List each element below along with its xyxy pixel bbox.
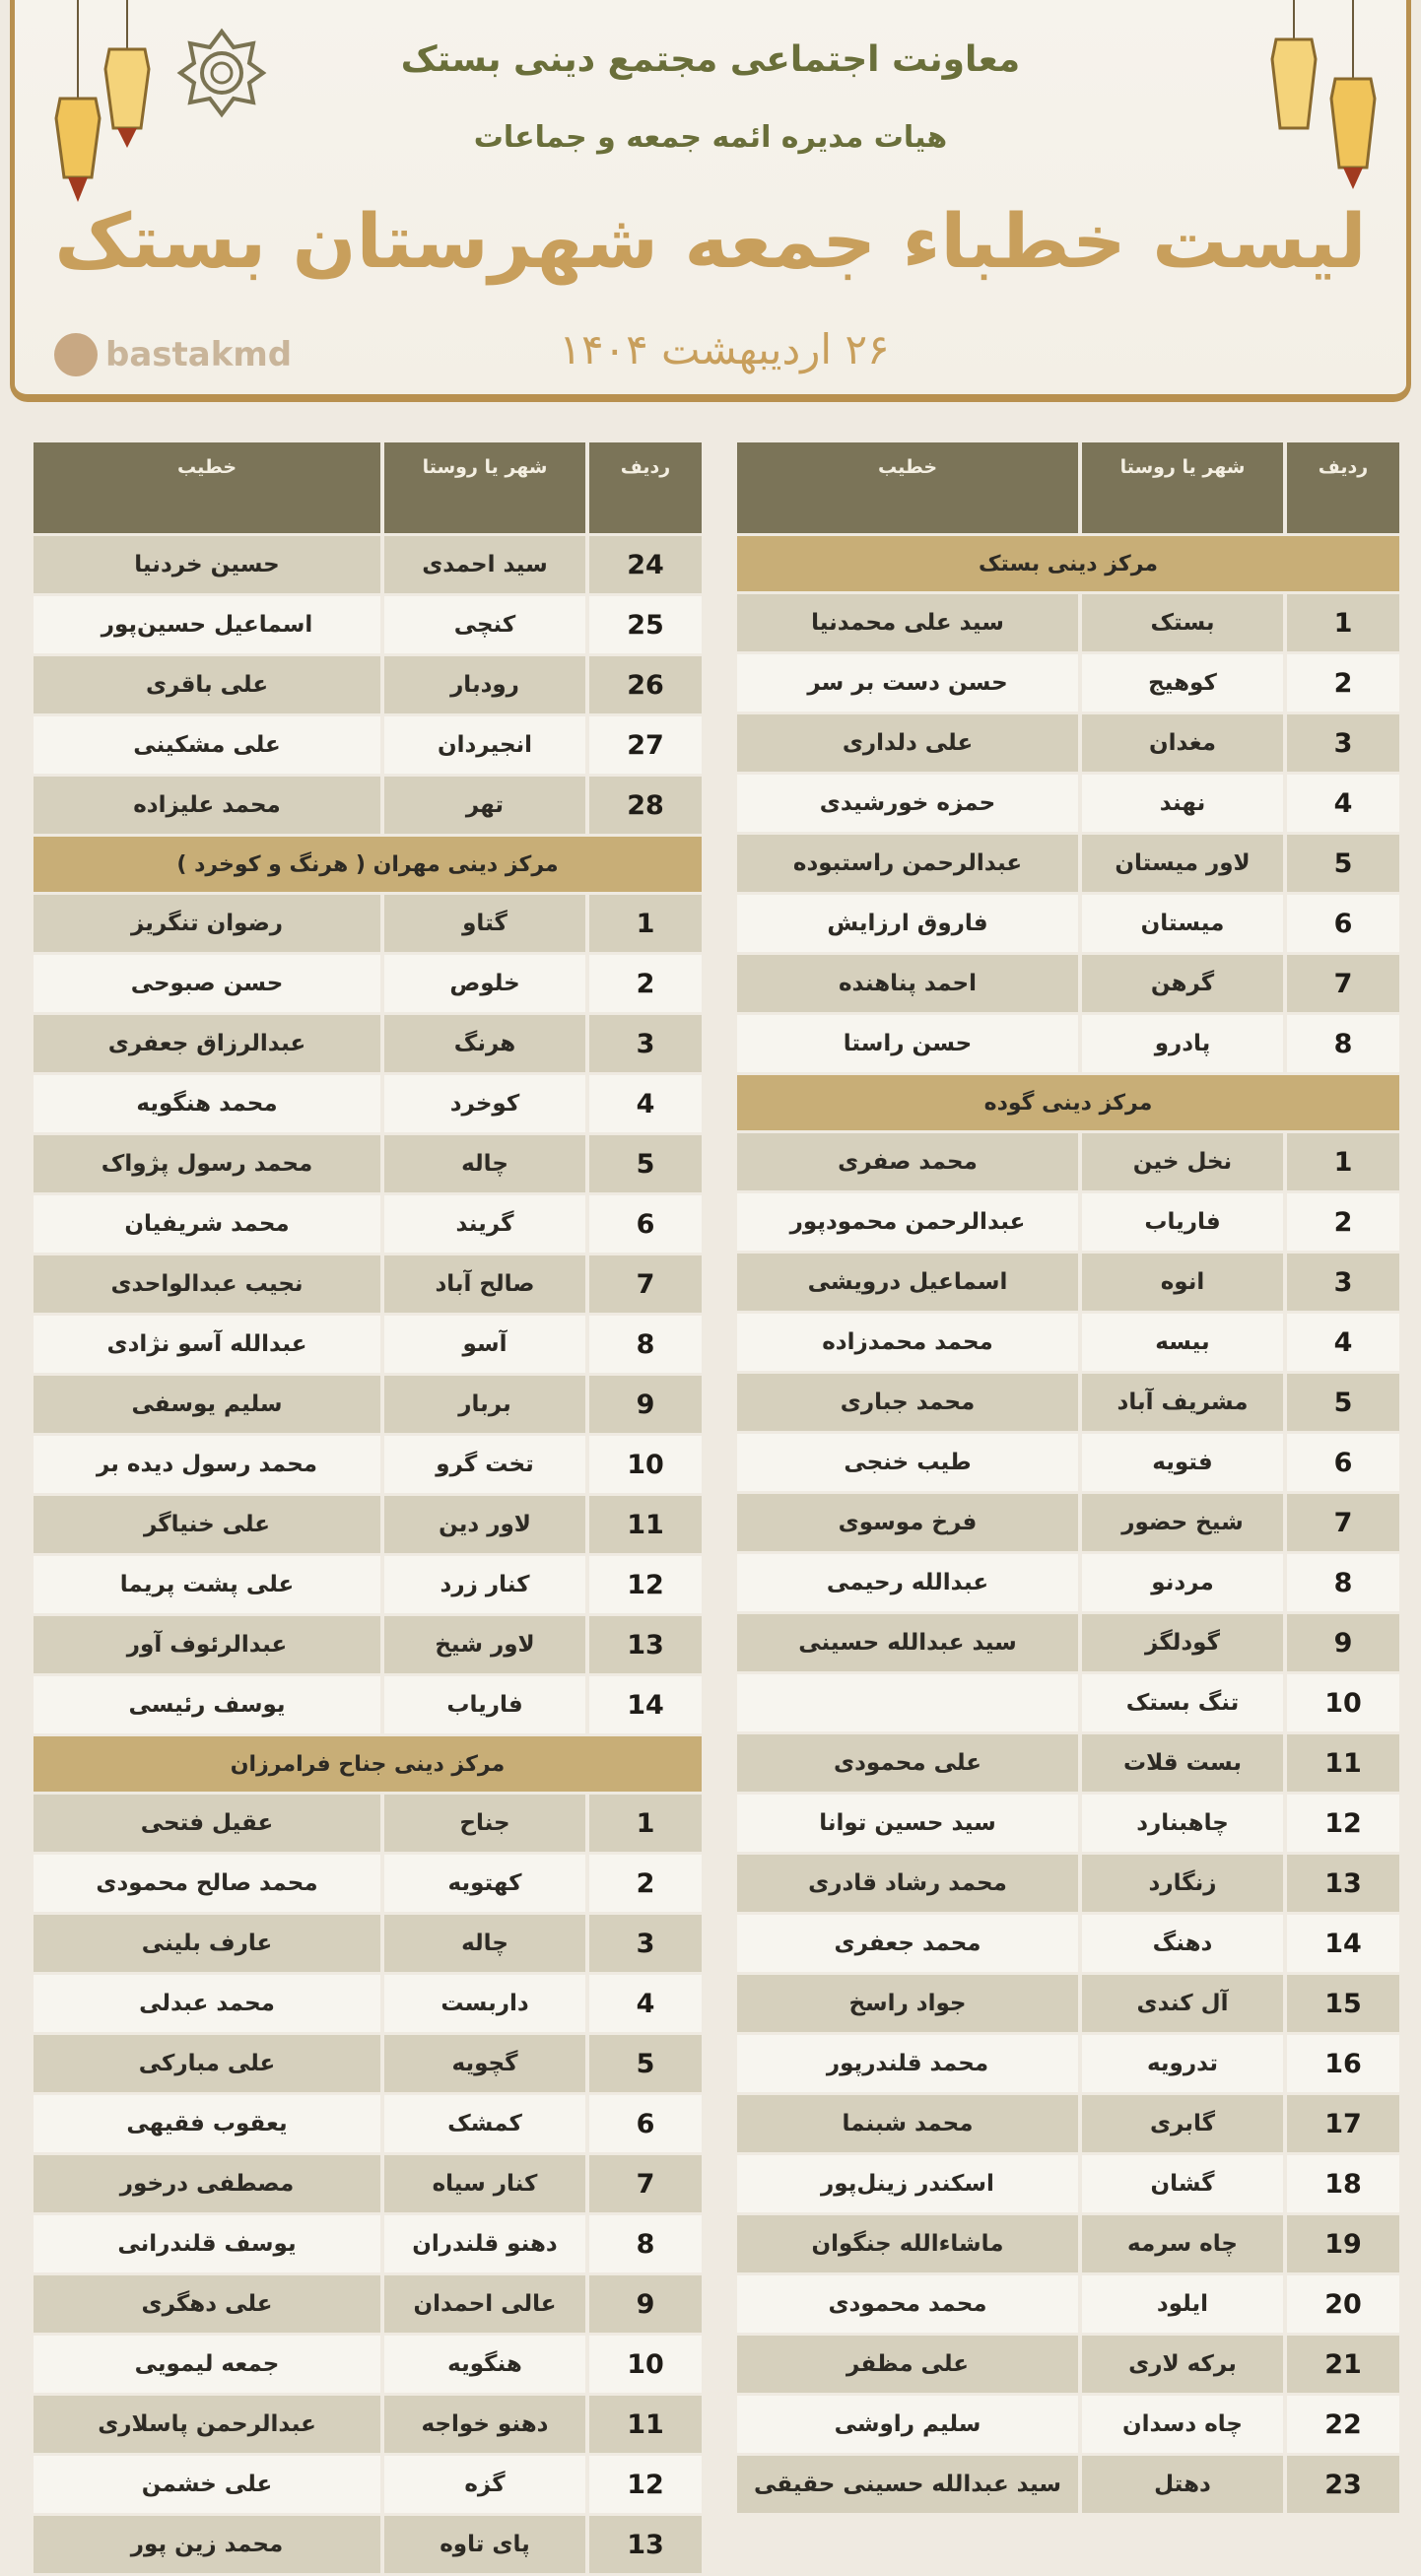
- preacher-cell: عبدالرحمن محمودپور: [737, 1193, 1078, 1251]
- city-cell: پادرو: [1078, 1015, 1283, 1072]
- table-row: [34, 1795, 702, 1852]
- left-table: [34, 440, 702, 2576]
- preacher-cell: مصطفی درخور: [34, 2155, 380, 2212]
- city-cell: مشریف آباد: [1078, 1374, 1283, 1431]
- board-name: هیات مدیره ائمه جمعه و جماعات: [473, 120, 948, 155]
- row-number: 5: [585, 2035, 702, 2092]
- section-header: [737, 536, 1399, 591]
- preacher-cell: [737, 1674, 1078, 1731]
- preacher-cell: اسماعیل حسین‌پور: [34, 596, 380, 653]
- table-row: [737, 1614, 1399, 1671]
- row-number: 9: [1283, 1614, 1399, 1671]
- preacher-cell: حمزه خورشیدی: [737, 775, 1078, 832]
- preacher-cell: محمد رسول دیده بر: [34, 1436, 380, 1493]
- table-row: [737, 955, 1399, 1012]
- col-row: ردیف: [585, 442, 702, 533]
- row-number: 12: [1283, 1795, 1399, 1852]
- city-cell: گریند: [380, 1195, 585, 1253]
- row-number: 13: [585, 2516, 702, 2573]
- city-cell: فاریاب: [1078, 1193, 1283, 1251]
- table-row: [34, 716, 702, 774]
- city-cell: زنگارد: [1078, 1855, 1283, 1912]
- row-number: 3: [585, 1015, 702, 1072]
- preacher-cell: علی مشکینی: [34, 716, 380, 774]
- row-number: 12: [585, 2456, 702, 2513]
- row-number: 2: [1283, 1193, 1399, 1251]
- preacher-cell: اسماعیل درویشی: [737, 1254, 1078, 1311]
- city-cell: شیخ حضور: [1078, 1494, 1283, 1551]
- preacher-cell: محمد عبدلی: [34, 1975, 380, 2032]
- preacher-cell: طیب خنجی: [737, 1434, 1078, 1491]
- table-row: [34, 656, 702, 713]
- city-cell: دهنگ: [1078, 1915, 1283, 1972]
- date: ۲۶ اردیبهشت ۱۴۰۴: [559, 325, 890, 373]
- row-number: 10: [1283, 1674, 1399, 1731]
- row-number: 25: [585, 596, 702, 653]
- right-table: [737, 440, 1399, 2516]
- lantern-left-icon: [38, 0, 157, 217]
- table-row: [737, 1494, 1399, 1551]
- city-cell: کوهیج: [1078, 654, 1283, 712]
- city-cell: مردنو: [1078, 1554, 1283, 1611]
- city-cell: چاله: [380, 1915, 585, 1972]
- table-row: [737, 1254, 1399, 1311]
- table-row: [34, 1616, 702, 1673]
- table-row: [34, 955, 702, 1012]
- page-title: لیست خطباء جمعه شهرستان بستک: [54, 197, 1367, 285]
- row-number: 2: [1283, 654, 1399, 712]
- city-cell: کنار زرد: [380, 1556, 585, 1613]
- city-cell: مغدان: [1078, 714, 1283, 772]
- col-preacher: خطیب: [34, 442, 380, 533]
- avatar-icon: [54, 333, 98, 376]
- preacher-cell: جمعه لیمویی: [34, 2336, 380, 2393]
- city-cell: کهتویه: [380, 1855, 585, 1912]
- city-cell: لاور میستان: [1078, 835, 1283, 892]
- preacher-cell: ماشاءالله جنگوان: [737, 2215, 1078, 2272]
- handle-text: bastakmd: [105, 335, 293, 374]
- city-cell: آسو: [380, 1316, 585, 1373]
- row-number: 2: [585, 1855, 702, 1912]
- table-row: [737, 594, 1399, 651]
- table-row: [737, 1374, 1399, 1431]
- table-row: [34, 2456, 702, 2513]
- city-cell: انجیردان: [380, 716, 585, 774]
- city-cell: ایلود: [1078, 2275, 1283, 2333]
- row-number: 14: [1283, 1915, 1399, 1972]
- city-cell: دهنو خواجه: [380, 2396, 585, 2453]
- col-row: ردیف: [1283, 442, 1399, 533]
- social-handle: [54, 333, 292, 376]
- row-number: 11: [1283, 1734, 1399, 1792]
- row-number: 11: [585, 1496, 702, 1553]
- row-number: 7: [1283, 1494, 1399, 1551]
- table-row: [34, 1255, 702, 1313]
- city-cell: چاهبنارد: [1078, 1795, 1283, 1852]
- city-cell: چاه دسدان: [1078, 2396, 1283, 2453]
- table-row: [34, 1855, 702, 1912]
- table-row: [737, 714, 1399, 772]
- row-number: 27: [585, 716, 702, 774]
- section-title: مرکز دینی بستک: [737, 536, 1399, 591]
- preacher-cell: علی محمودی: [737, 1734, 1078, 1792]
- table-row: [737, 2035, 1399, 2092]
- preacher-cell: عبدالرزاق جعفری: [34, 1015, 380, 1072]
- table-row: [34, 1496, 702, 1553]
- row-number: 13: [585, 1616, 702, 1673]
- table-row: [34, 2396, 702, 2453]
- table-row: [737, 1975, 1399, 2032]
- row-number: 2: [585, 955, 702, 1012]
- row-number: 18: [1283, 2155, 1399, 2212]
- preacher-cell: محمد رسول پژواک: [34, 1135, 380, 1192]
- preacher-cell: محمد شبنما: [737, 2095, 1078, 2152]
- col-city: شهر یا روستا: [380, 442, 585, 533]
- row-number: 8: [1283, 1554, 1399, 1611]
- city-cell: کنچی: [380, 596, 585, 653]
- preacher-cell: سلیم راوشی: [737, 2396, 1078, 2453]
- preacher-cell: فاروق ارزایش: [737, 895, 1078, 952]
- preacher-cell: علی خنیاگر: [34, 1496, 380, 1553]
- row-number: 3: [1283, 714, 1399, 772]
- table-row: [34, 1135, 702, 1192]
- city-cell: دهنو قلندران: [380, 2215, 585, 2272]
- row-number: 8: [1283, 1015, 1399, 1072]
- preacher-cell: رضوان تنگریز: [34, 895, 380, 952]
- row-number: 8: [585, 1316, 702, 1373]
- preacher-cell: سلیم یوسفی: [34, 1376, 380, 1433]
- city-cell: کمشک: [380, 2095, 585, 2152]
- city-cell: تخت گرو: [380, 1436, 585, 1493]
- row-number: 20: [1283, 2275, 1399, 2333]
- table-row: [737, 2396, 1399, 2453]
- preacher-cell: سید عبدالله حسینی: [737, 1614, 1078, 1671]
- city-cell: تنگ بستک: [1078, 1674, 1283, 1731]
- preacher-cell: محمد رشاد قادری: [737, 1855, 1078, 1912]
- city-cell: سید احمدی: [380, 536, 585, 593]
- city-cell: گرهن: [1078, 955, 1283, 1012]
- table-row: [34, 536, 702, 593]
- row-number: 17: [1283, 2095, 1399, 2152]
- row-number: 13: [1283, 1855, 1399, 1912]
- org-name: معاونت اجتماعی مجتمع دینی بستک: [400, 39, 1021, 80]
- lantern-right-icon: [1254, 0, 1392, 197]
- table-row: [34, 1376, 702, 1433]
- table-row: [737, 1674, 1399, 1731]
- col-city: شهر یا روستا: [1078, 442, 1283, 533]
- col-preacher: خطیب: [737, 442, 1078, 533]
- preacher-cell: محمد زین پور: [34, 2516, 380, 2573]
- section-header: [34, 1736, 702, 1792]
- preacher-cell: حسین خردنیا: [34, 536, 380, 593]
- row-number: 5: [1283, 1374, 1399, 1431]
- city-cell: بست قلات: [1078, 1734, 1283, 1792]
- row-number: 5: [585, 1135, 702, 1192]
- row-number: 4: [1283, 775, 1399, 832]
- table-row: [737, 835, 1399, 892]
- city-cell: چاله: [380, 1135, 585, 1192]
- row-number: 9: [585, 2275, 702, 2333]
- row-number: 24: [585, 536, 702, 593]
- city-cell: گودلگز: [1078, 1614, 1283, 1671]
- preacher-cell: علی خشمن: [34, 2456, 380, 2513]
- preacher-cell: عبدالرحمن پاسلاری: [34, 2396, 380, 2453]
- table-row: [737, 1855, 1399, 1912]
- row-number: 19: [1283, 2215, 1399, 2272]
- row-number: 9: [585, 1376, 702, 1433]
- preacher-cell: سید عبدالله حسینی حقیقی: [737, 2456, 1078, 2513]
- city-cell: داربست: [380, 1975, 585, 2032]
- city-cell: تدرویه: [1078, 2035, 1283, 2092]
- row-number: 12: [585, 1556, 702, 1613]
- preacher-cell: علی پشت پریما: [34, 1556, 380, 1613]
- table-row: [34, 777, 702, 834]
- table-row: [737, 2215, 1399, 2272]
- preacher-cell: محمد علیزاده: [34, 777, 380, 834]
- table-row: [737, 1015, 1399, 1072]
- city-cell: لاور شیخ: [380, 1616, 585, 1673]
- city-cell: دهتل: [1078, 2456, 1283, 2513]
- row-number: 1: [585, 895, 702, 952]
- table-row: [737, 2336, 1399, 2393]
- preacher-cell: جواد راسخ: [737, 1975, 1078, 2032]
- row-number: 6: [1283, 895, 1399, 952]
- table-row: [34, 2095, 702, 2152]
- city-cell: تهر: [380, 777, 585, 834]
- preacher-cell: محمد شریفیان: [34, 1195, 380, 1253]
- city-cell: چاه سرمه: [1078, 2215, 1283, 2272]
- city-cell: فاریاب: [380, 1676, 585, 1733]
- row-number: 21: [1283, 2336, 1399, 2393]
- row-number: 22: [1283, 2396, 1399, 2453]
- preacher-cell: محمد محمودی: [737, 2275, 1078, 2333]
- row-number: 5: [1283, 835, 1399, 892]
- city-cell: نهند: [1078, 775, 1283, 832]
- city-cell: میستان: [1078, 895, 1283, 952]
- row-number: 4: [1283, 1314, 1399, 1371]
- city-cell: گابری: [1078, 2095, 1283, 2152]
- table-row: [34, 1975, 702, 2032]
- table-row: [737, 775, 1399, 832]
- city-cell: گزه: [380, 2456, 585, 2513]
- row-number: 10: [585, 2336, 702, 2393]
- preacher-cell: سید حسین توانا: [737, 1795, 1078, 1852]
- city-cell: فتویه: [1078, 1434, 1283, 1491]
- preacher-cell: محمد هنگویه: [34, 1075, 380, 1132]
- preacher-cell: حسن صبوحی: [34, 955, 380, 1012]
- preacher-cell: حسن راستا: [737, 1015, 1078, 1072]
- preacher-cell: عبدالرحمن راستبوده: [737, 835, 1078, 892]
- preacher-cell: محمد قلندرپور: [737, 2035, 1078, 2092]
- preacher-cell: محمد صفری: [737, 1133, 1078, 1190]
- city-cell: پای تاوه: [380, 2516, 585, 2573]
- city-cell: خلوص: [380, 955, 585, 1012]
- table-row: [34, 2516, 702, 2573]
- table-row: [34, 1676, 702, 1733]
- preacher-cell: حسن دست بر سر: [737, 654, 1078, 712]
- right-table-body: [737, 536, 1399, 2513]
- preacher-cell: علی باقری: [34, 656, 380, 713]
- row-number: 4: [585, 1075, 702, 1132]
- row-number: 28: [585, 777, 702, 834]
- row-number: 3: [585, 1915, 702, 1972]
- city-cell: صالح آباد: [380, 1255, 585, 1313]
- preacher-cell: علی مظفر: [737, 2336, 1078, 2393]
- table-row: [737, 1314, 1399, 1371]
- preacher-cell: عقیل فتحی: [34, 1795, 380, 1852]
- city-cell: هرنگ: [380, 1015, 585, 1072]
- table-row: [737, 2155, 1399, 2212]
- section-header: [737, 1075, 1399, 1130]
- table-row: [737, 1554, 1399, 1611]
- table-row: [737, 2275, 1399, 2333]
- table-row: [34, 1556, 702, 1613]
- table-row: [34, 895, 702, 952]
- row-number: 8: [585, 2215, 702, 2272]
- city-cell: عالی احمدان: [380, 2275, 585, 2333]
- table-row: [34, 1915, 702, 1972]
- table-row: [34, 1075, 702, 1132]
- city-cell: بستک: [1078, 594, 1283, 651]
- table-row: [737, 1734, 1399, 1792]
- preacher-cell: محمد جباری: [737, 1374, 1078, 1431]
- table-row: [34, 1436, 702, 1493]
- city-cell: گتاو: [380, 895, 585, 952]
- table-row: [34, 2035, 702, 2092]
- row-number: 6: [585, 2095, 702, 2152]
- preacher-cell: محمد صالح محمودی: [34, 1855, 380, 1912]
- table-row: [34, 2275, 702, 2333]
- preacher-cell: احمد پناهنده: [737, 955, 1078, 1012]
- preacher-cell: یعقوب فقیهی: [34, 2095, 380, 2152]
- section-title: مرکز دینی جناح فرامرزان: [34, 1736, 702, 1792]
- section-header: [34, 837, 702, 892]
- preacher-cell: عبدالرئوف آور: [34, 1616, 380, 1673]
- row-number: 16: [1283, 2035, 1399, 2092]
- city-cell: گچویه: [380, 2035, 585, 2092]
- city-cell: جناح: [380, 1795, 585, 1852]
- preacher-cell: محمد جعفری: [737, 1915, 1078, 1972]
- table-row: [737, 654, 1399, 712]
- city-cell: برکه لاری: [1078, 2336, 1283, 2393]
- row-number: 14: [585, 1676, 702, 1733]
- row-number: 7: [585, 1255, 702, 1313]
- row-number: 23: [1283, 2456, 1399, 2513]
- table-row: [737, 895, 1399, 952]
- preacher-cell: علی مبارکی: [34, 2035, 380, 2092]
- row-number: 6: [585, 1195, 702, 1253]
- preacher-cell: عبدالله رحیمی: [737, 1554, 1078, 1611]
- table-row: [737, 2456, 1399, 2513]
- preacher-cell: یوسف قلندرانی: [34, 2215, 380, 2272]
- left-table-body: [34, 536, 702, 2573]
- city-cell: کوخرد: [380, 1075, 585, 1132]
- preacher-cell: اسکندر زینل‌پور: [737, 2155, 1078, 2212]
- table-row: [34, 1015, 702, 1072]
- table-row: [34, 2336, 702, 2393]
- table-row: [34, 596, 702, 653]
- city-cell: بیسه: [1078, 1314, 1283, 1371]
- preacher-cell: یوسف رئیسی: [34, 1676, 380, 1733]
- table-row: [34, 2155, 702, 2212]
- table-row: [34, 2215, 702, 2272]
- section-title: مرکز دینی مهران ( هرنگ و کوخرد ): [34, 837, 702, 892]
- row-number: 4: [585, 1975, 702, 2032]
- city-cell: بربار: [380, 1376, 585, 1433]
- row-number: 1: [1283, 594, 1399, 651]
- header-banner: [10, 0, 1411, 402]
- row-number: 7: [585, 2155, 702, 2212]
- city-cell: هنگویه: [380, 2336, 585, 2393]
- preacher-cell: عارف بلینی: [34, 1915, 380, 1972]
- row-number: 6: [1283, 1434, 1399, 1491]
- table-row: [737, 1795, 1399, 1852]
- row-number: 11: [585, 2396, 702, 2453]
- preacher-cell: علی دهگری: [34, 2275, 380, 2333]
- preacher-cell: علی دلداری: [737, 714, 1078, 772]
- table-row: [737, 1915, 1399, 1972]
- table-row: [737, 2095, 1399, 2152]
- row-number: 1: [1283, 1133, 1399, 1190]
- preacher-cell: سید علی محمدنیا: [737, 594, 1078, 651]
- city-cell: لاور دین: [380, 1496, 585, 1553]
- row-number: 15: [1283, 1975, 1399, 2032]
- city-cell: کنار سیاه: [380, 2155, 585, 2212]
- table-row: [34, 1316, 702, 1373]
- city-cell: گشان: [1078, 2155, 1283, 2212]
- table-row: [737, 1133, 1399, 1190]
- table-row: [34, 1195, 702, 1253]
- row-number: 10: [585, 1436, 702, 1493]
- preacher-cell: نجیب عبدالواحدی: [34, 1255, 380, 1313]
- city-cell: نخل خین: [1078, 1133, 1283, 1190]
- city-cell: رودبار: [380, 656, 585, 713]
- city-cell: انوه: [1078, 1254, 1283, 1311]
- row-number: 3: [1283, 1254, 1399, 1311]
- preacher-cell: فرخ موسوی: [737, 1494, 1078, 1551]
- table-row: [737, 1434, 1399, 1491]
- city-cell: آل کندی: [1078, 1975, 1283, 2032]
- row-number: 26: [585, 656, 702, 713]
- section-title: مرکز دینی گوده: [737, 1075, 1399, 1130]
- preacher-cell: عبدالله آسو نژادی: [34, 1316, 380, 1373]
- row-number: 7: [1283, 955, 1399, 1012]
- row-number: 1: [585, 1795, 702, 1852]
- preacher-cell: محمد محمدزاده: [737, 1314, 1078, 1371]
- table-row: [737, 1193, 1399, 1251]
